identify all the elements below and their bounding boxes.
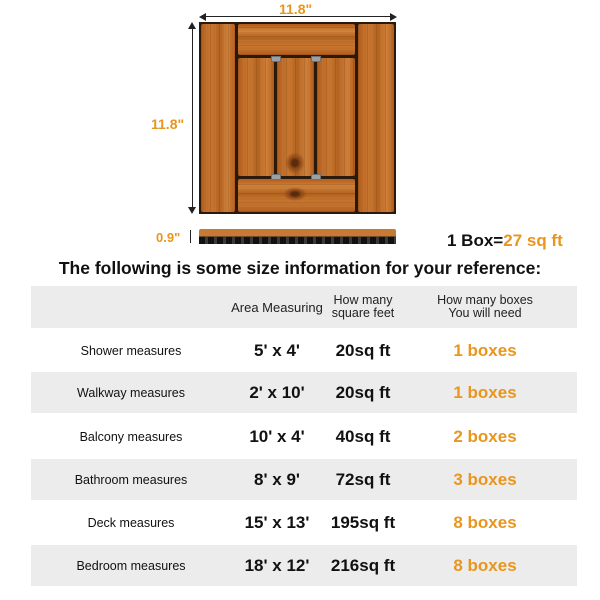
row-sqft: 20sq ft (335, 382, 391, 402)
row-label: Bedroom measures (76, 558, 186, 573)
row-sqft: 72sq ft (335, 469, 391, 489)
row-boxes: 1 boxes (453, 340, 517, 360)
row-boxes: 3 boxes (453, 469, 517, 489)
row-sqft: 40sq ft (335, 427, 391, 446)
row-area: 10' x 4' (249, 427, 305, 446)
row-label: Balcony measures (79, 430, 183, 444)
tile-board-left (201, 24, 235, 212)
tile-clip (271, 56, 281, 62)
table-row (31, 545, 577, 586)
header-boxes-line2: You will need (448, 306, 522, 320)
row-boxes: 2 boxes (453, 427, 517, 446)
row-area: 5' x 4' (254, 340, 300, 360)
row-area: 2' x 10' (249, 382, 305, 402)
box-coverage-info (447, 231, 563, 251)
header-boxes-line1: How many boxes (437, 293, 533, 307)
box-coverage-value: 27 sq ft (503, 231, 563, 250)
row-boxes: 1 boxes (453, 382, 517, 402)
header-sqft-line2: square feet (331, 306, 395, 320)
tile-clip (311, 56, 321, 62)
header-area: Area Measuring (231, 299, 323, 315)
table-row (31, 416, 577, 458)
header-sqft-line1: How many (333, 293, 393, 307)
deck-tile-image (199, 22, 396, 214)
tile-clip (271, 174, 281, 180)
table-row (31, 330, 577, 371)
tile-clip (311, 174, 321, 180)
intro-text: The following is some size information for your reference: (58, 258, 542, 278)
box-coverage-prefix: 1 Box= (447, 231, 504, 250)
table-row (31, 502, 577, 544)
row-sqft: 20sq ft (335, 340, 391, 360)
table-header-row (31, 286, 577, 328)
row-area: 8' x 9' (254, 469, 300, 489)
wood-knot (285, 152, 305, 174)
thickness-label: 0.9" (156, 230, 181, 245)
tile-board-top (238, 24, 355, 55)
header-boxes (421, 286, 549, 328)
arrow-down-icon (188, 207, 196, 214)
arrow-right-icon (390, 13, 397, 21)
row-area: 15' x 13' (244, 513, 310, 532)
wood-knot (283, 187, 307, 201)
row-sqft: 195sq ft (330, 513, 396, 532)
height-label: 11.8" (151, 116, 185, 132)
thickness-bracket (190, 230, 191, 243)
row-label: Shower measures (80, 343, 182, 358)
header-sqft (296, 286, 430, 328)
table-row (31, 459, 577, 500)
tile-board-middle-3 (317, 58, 355, 176)
tile-side-base (199, 237, 396, 244)
tile-board-right (358, 24, 394, 212)
row-area: 18' x 12' (244, 555, 310, 575)
row-label: Walkway measures (77, 385, 185, 400)
row-label: Bathroom measures (74, 472, 188, 487)
arrow-up-icon (188, 22, 196, 29)
tile-board-middle-1 (238, 58, 274, 176)
table-row (31, 372, 577, 413)
row-sqft: 216sq ft (330, 555, 396, 575)
arrow-left-icon (199, 13, 206, 21)
row-boxes: 8 boxes (453, 513, 517, 532)
width-label: 11.8" (279, 1, 313, 17)
height-dimension-line (192, 24, 193, 212)
row-label: Deck measures (87, 516, 175, 530)
row-boxes: 8 boxes (453, 555, 517, 575)
